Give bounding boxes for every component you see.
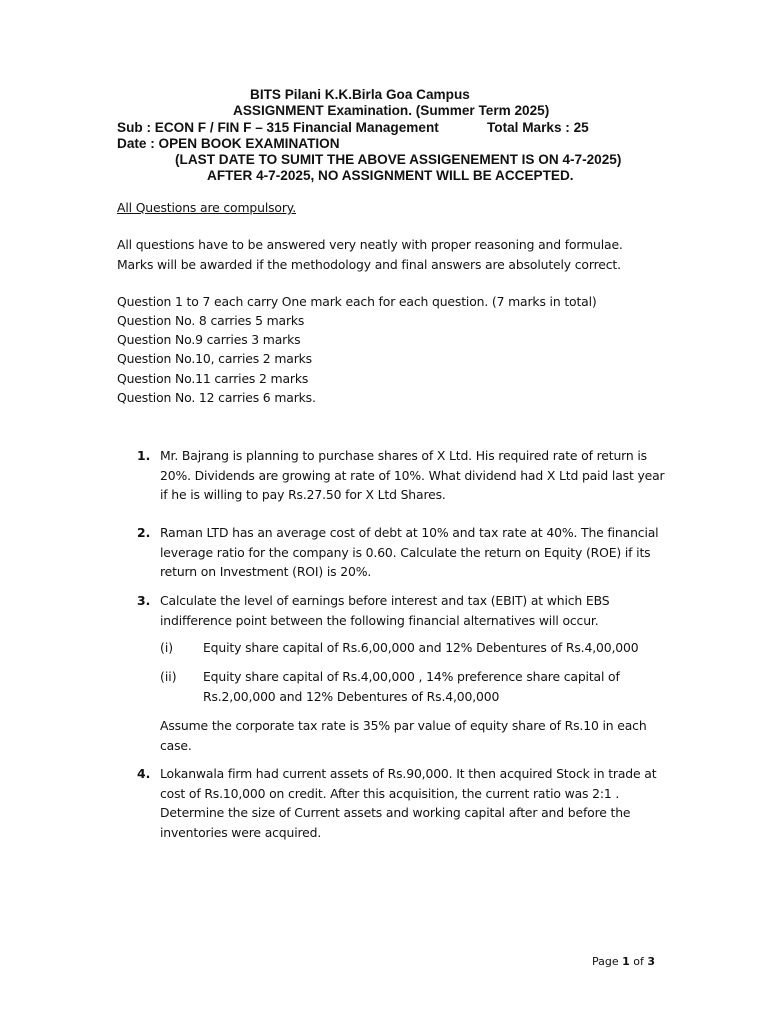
question-line: inventories were acquired. — [160, 824, 322, 840]
option-label: (i) — [160, 640, 174, 655]
late-warning: AFTER 4-7-2025, NO ASSIGNMENT WILL BE ACCEPTED. — [207, 168, 574, 183]
marks-line: Question No.11 carries 2 marks — [117, 371, 309, 386]
marks-line: Question No.10, carries 2 marks — [117, 351, 312, 366]
option-line: Equity share capital of Rs.6,00,000 and 12% Debentures of Rs.4,00,000 — [203, 640, 639, 655]
page-total: 3 — [647, 955, 656, 968]
total-marks: Total Marks : 25 — [487, 120, 589, 135]
question-line: Determine the size of Current assets and working capital after and before the — [160, 805, 631, 821]
marks-line: Question No.9 carries 3 marks — [117, 332, 301, 347]
question-number: 4. — [137, 766, 151, 781]
question-line: return on Investment (ROI) is 20%. — [160, 564, 372, 580]
marks-line: Question No. 12 carries 6 marks. — [117, 390, 316, 405]
question-line: Raman LTD has an average cost of debt at 10% and tax rate at 40%. The financial — [160, 525, 659, 540]
option-label: (ii) — [160, 669, 177, 684]
institution-title: BITS Pilani K.K.Birla Goa Campus — [250, 87, 470, 102]
deadline-notice: (LAST DATE TO SUMIT THE ABOVE ASSIGENEMENT IS ON 4-7-2025) — [175, 152, 622, 167]
question-number: 3. — [137, 593, 151, 608]
question-line: Mr. Bajrang is planning to purchase shares of X Ltd. His required rate of return is — [160, 448, 647, 463]
note-line: Assume the corporate tax rate is 35% par value of equity share of Rs.10 in each — [160, 718, 647, 733]
question-line: Calculate the level of earnings before interest and tax (EBIT) at which EBS — [160, 593, 610, 608]
of-word: of — [633, 955, 644, 968]
compulsory-instruction: All Questions are compulsory. — [117, 200, 296, 215]
marks-line: Question No. 8 carries 5 marks — [117, 313, 305, 328]
option-line: Equity share capital of Rs.4,00,000 , 14% preference share capital of — [203, 669, 620, 684]
question-3-note — [160, 716, 647, 755]
question-number: 1. — [137, 448, 151, 463]
option-i-text — [203, 638, 638, 658]
exam-date: Date : OPEN BOOK EXAMINATION — [117, 136, 340, 151]
exam-title: ASSIGNMENT Examination. (Summer Term 2025) — [233, 103, 550, 118]
question-line: if he is willing to pay Rs.27.50 for X Ltd Shares. — [160, 487, 446, 503]
question-line: Lokanwala firm had current assets of Rs.90,000. It then acquired Stock in trade at — [160, 766, 657, 781]
question-line: cost of Rs.10,000 on credit. After this acquisition, the current ratio was 2:1 . — [160, 785, 620, 801]
marking-instruction: Marks will be awarded if the methodology and final answers are absolutely correct. — [117, 257, 621, 272]
marks-line: Question 1 to 7 each carry One mark each for each question. (7 marks in total) — [117, 294, 597, 309]
note-line: case. — [160, 737, 192, 753]
option-ii-text — [203, 667, 620, 706]
page-current: 1 — [622, 955, 630, 968]
subject-line: Sub : ECON F / FIN F – 315 Financial Management — [117, 120, 439, 135]
question-1-text — [160, 446, 665, 505]
question-line: 20%. Dividends are growing at rate of 10%. What dividend had X Ltd paid last year — [160, 467, 665, 483]
question-2-text — [160, 523, 658, 582]
question-4-text — [160, 764, 656, 842]
option-line: Rs.2,00,000 and 12% Debentures of Rs.4,00,000 — [203, 688, 500, 704]
question-line: leverage ratio for the company is 0.60. Calculate the return on Equity (ROE) if its — [160, 544, 651, 560]
question-line: indifference point between the following financial alternatives will occur. — [160, 612, 599, 628]
page-indicator — [592, 955, 655, 968]
question-3-text — [160, 591, 609, 630]
page-word: Page — [592, 955, 619, 968]
neatness-instruction: All questions have to be answered very neatly with proper reasoning and formulae. — [117, 237, 623, 252]
question-number: 2. — [137, 525, 151, 540]
